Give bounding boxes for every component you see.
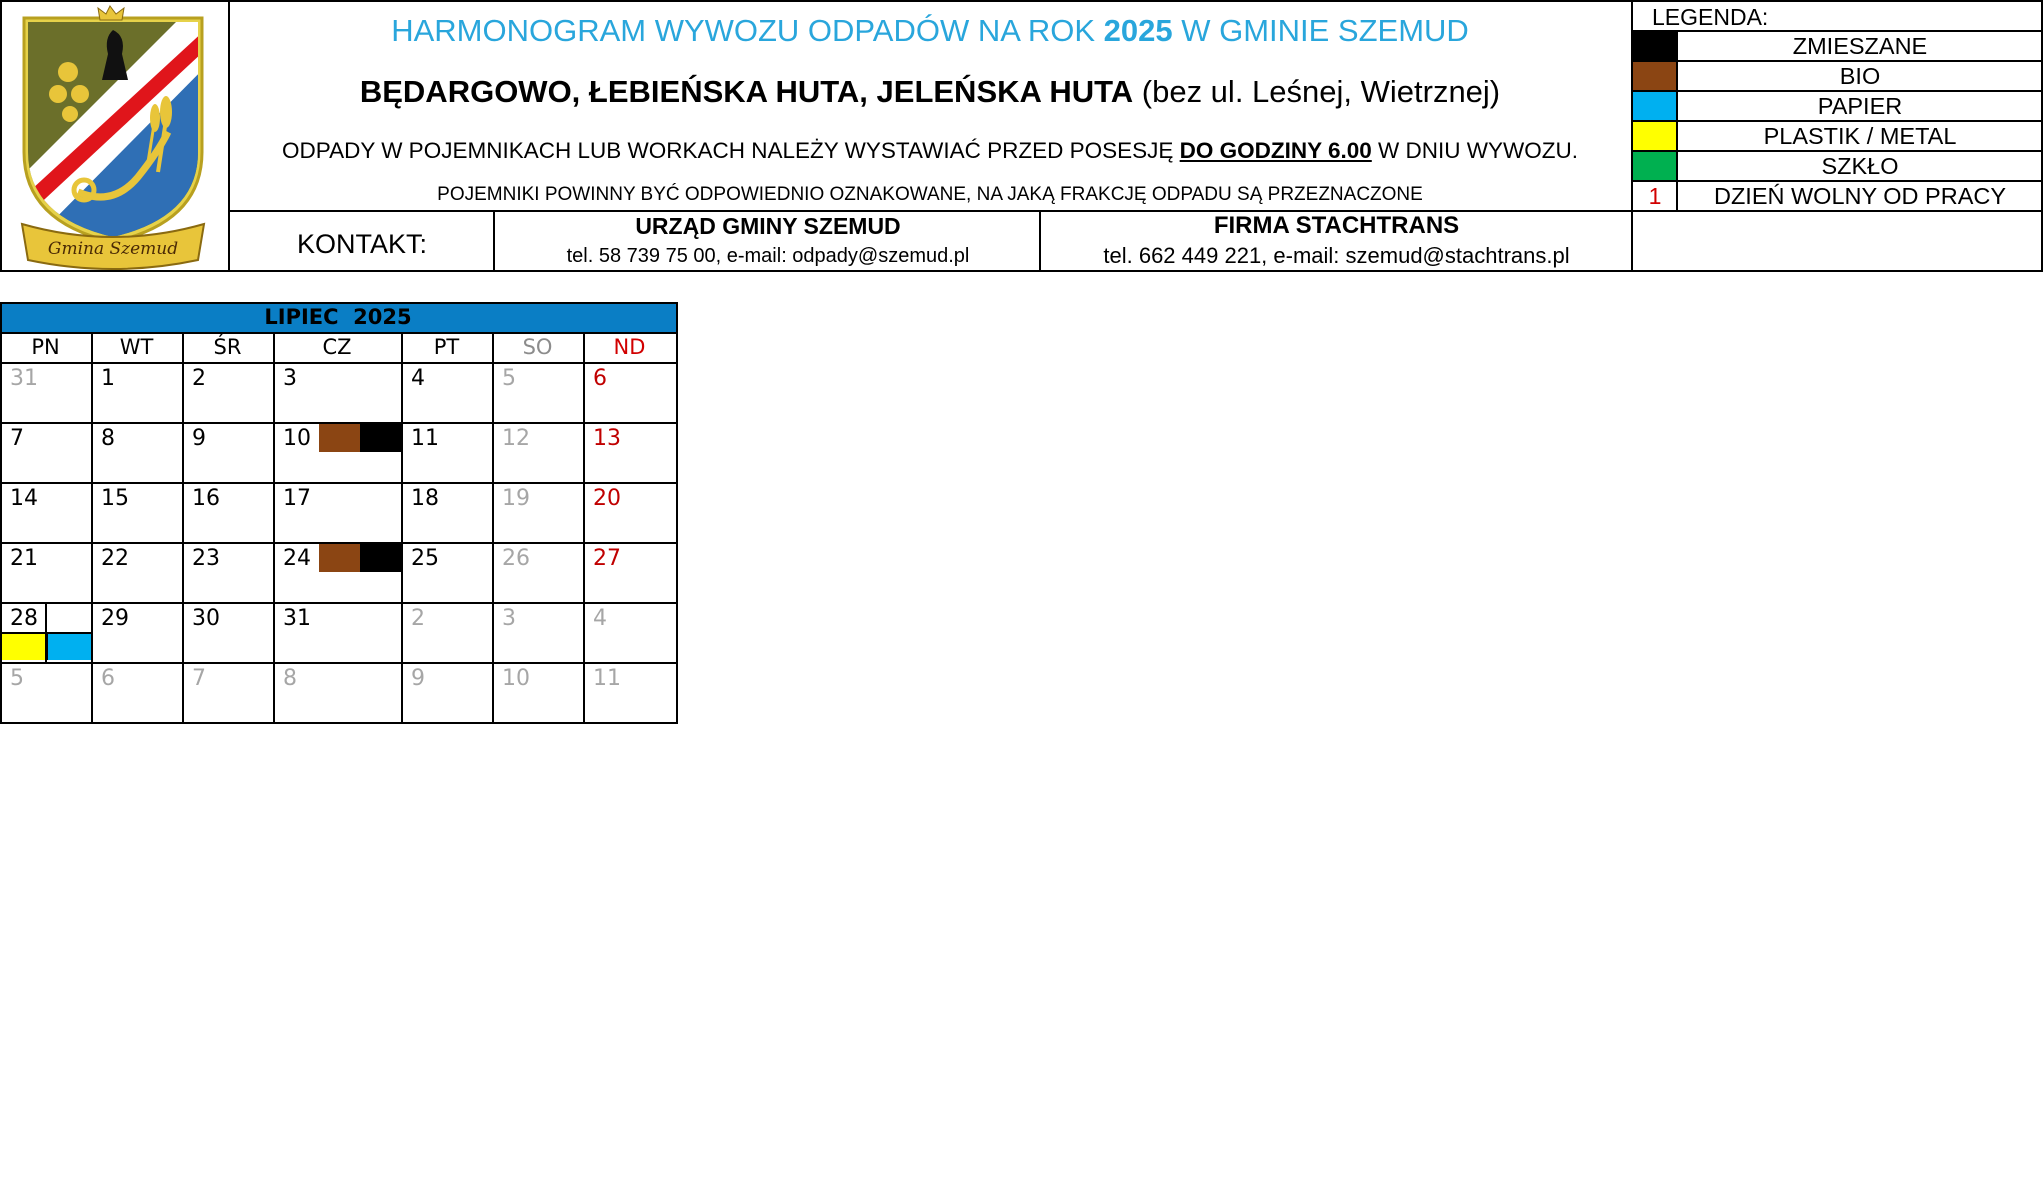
calendar-day: 7	[192, 666, 206, 691]
page-title	[230, 8, 1630, 54]
notice-text-pre: ODPADY W POJEMNIKACH LUB WORKACH NALEŻY WYSTAWIAĆ PRZED POSESJĘ	[282, 138, 1180, 163]
calendar-col-line	[91, 332, 93, 724]
calendar-day: 30	[192, 606, 220, 631]
office-name: URZĄD GMINY SZEMUD	[635, 212, 901, 239]
office-contact-line: tel. 58 739 75 00, e-mail: odpady@szemud.pl	[566, 244, 970, 267]
calendar-row-line	[0, 422, 678, 424]
legend-row-line	[1631, 30, 2043, 32]
calendar-day: 15	[101, 486, 129, 511]
collection-mark-bio	[319, 544, 360, 572]
calendar-day: 31	[283, 606, 311, 631]
legend-swatch-zmieszane	[1633, 32, 1677, 60]
collection-mark-bio	[319, 424, 360, 452]
collection-mark-papier	[46, 632, 92, 660]
title-text-pre: HARMONOGRAM WYWOZU ODPADÓW NA ROK	[391, 13, 1104, 48]
calendar-day: 5	[10, 666, 24, 691]
legend-row-line	[1631, 90, 2043, 92]
calendar-day: 20	[593, 486, 621, 511]
weekday-header: SO	[522, 335, 553, 359]
calendar-col-line	[492, 332, 494, 724]
calendar-day: 25	[411, 546, 439, 571]
calendar-day: 13	[593, 426, 621, 451]
legend-row-line	[1631, 180, 2043, 182]
calendar-day: 14	[10, 486, 38, 511]
calendar-day: 22	[101, 546, 129, 571]
company-name: FIRMA STACHTRANS	[1213, 212, 1460, 239]
calendar-day: 28	[10, 606, 38, 631]
legend-title: LEGENDA:	[1652, 3, 1769, 30]
calendar-day: 10	[283, 426, 311, 451]
calendar-day: 7	[10, 426, 24, 451]
calendar-row-line	[0, 602, 678, 604]
legend-col-line	[1676, 30, 1678, 210]
calendar-day: 3	[502, 606, 516, 631]
calendar-day: 11	[411, 426, 439, 451]
subtitle-localities: BĘDARGOWO, ŁEBIEŃSKA HUTA, JELEŃSKA HUTA	[359, 74, 1134, 109]
legend-swatch-szklo	[1633, 152, 1677, 180]
title-year: 2025	[1103, 13, 1173, 48]
calendar-col-line	[583, 332, 585, 724]
logo-ribbon-text: Gmina Szemud	[47, 239, 179, 259]
notice-deadline: DO GODZINY 6.00	[1179, 138, 1372, 163]
calendar-day: 4	[593, 606, 607, 631]
notice-line	[230, 133, 1630, 169]
calendar-day: 9	[411, 666, 425, 691]
calendar-dow-line	[0, 332, 678, 334]
calendar-day: 29	[101, 606, 129, 631]
contact-label: KONTAKT:	[296, 228, 428, 259]
notice-text-post: W DNIU WYWOZU.	[1371, 138, 1578, 163]
weekday-header: ŚR	[213, 335, 242, 359]
calendar-day: 23	[192, 546, 220, 571]
calendar-day: 26	[502, 546, 530, 571]
calendar-day: 16	[192, 486, 220, 511]
calendar-top-border	[0, 302, 678, 304]
weekday-header: PN	[31, 335, 60, 359]
calendar-col-line	[401, 332, 403, 724]
header-left-border	[0, 0, 2, 272]
calendar-day: 12	[502, 426, 530, 451]
calendar-day: 17	[283, 486, 311, 511]
collection-mark-zmieszane	[360, 424, 401, 452]
notice-labeling: POJEMNIKI POWINNY BYĆ ODPOWIEDNIO OZNAKOWANE, NA JAKĄ FRAKCJĘ ODPADU SĄ PRZEZNACZONE	[437, 184, 1423, 205]
calendar-day: 6	[101, 666, 115, 691]
calendar-day: 5	[502, 366, 516, 391]
legend-label-szklo: SZKŁO	[1821, 152, 1899, 179]
legend-label-plastik-metal: PLASTIK / METAL	[1763, 122, 1957, 149]
calendar-day: 1	[101, 366, 115, 391]
calendar-day: 3	[283, 366, 297, 391]
calendar-day: 11	[593, 666, 621, 691]
legend-swatch-bio	[1633, 62, 1677, 90]
weekday-header: WT	[119, 335, 154, 359]
weekday-header: ND	[613, 335, 646, 359]
calendar-day: 8	[101, 426, 115, 451]
page-subtitle	[230, 70, 1630, 114]
calendar-day: 27	[593, 546, 621, 571]
legend-row-line	[1631, 120, 2043, 122]
calendar-day: 21	[10, 546, 38, 571]
legend-holiday-number: 1	[1648, 182, 1662, 209]
calendar-left-border	[0, 302, 2, 724]
calendar-row-line	[0, 542, 678, 544]
calendar-split-line	[45, 602, 47, 662]
calendar-row-line	[0, 482, 678, 484]
collection-mark-zmieszane	[360, 544, 401, 572]
calendar-col-line	[182, 332, 184, 724]
calendar-row-line	[0, 662, 678, 664]
company-contact-line: tel. 662 449 221, e-mail: szemud@stachtrans.pl	[1103, 243, 1570, 268]
legend-row-line	[1631, 60, 2043, 62]
calendar-day: 6	[593, 366, 607, 391]
calendar-day: 19	[502, 486, 530, 511]
calendar-day: 18	[411, 486, 439, 511]
calendar-row-line	[0, 362, 678, 364]
weekday-header: CZ	[322, 335, 352, 359]
legend-label-bio: BIO	[1839, 62, 1881, 89]
calendar-day: 24	[283, 546, 311, 571]
gmina-szemud-coat-of-arms	[18, 2, 208, 270]
calendar-day: 31	[10, 366, 38, 391]
calendar-day: 10	[502, 666, 530, 691]
calendar-month-header: LIPIEC 2025	[0, 302, 676, 332]
calendar-day: 4	[411, 366, 425, 391]
calendar-row-line	[0, 722, 678, 724]
calendar-col-line	[273, 332, 275, 724]
collection-mark-plastik-metal	[0, 632, 46, 660]
subtitle-exclusions: (bez ul. Leśnej, Wietrznej)	[1133, 74, 1501, 109]
weekday-header: PT	[433, 335, 460, 359]
calendar-day: 2	[411, 606, 425, 631]
calendar-right-border	[676, 302, 678, 724]
calendar-day: 9	[192, 426, 206, 451]
legend-label-zmieszane: ZMIESZANE	[1792, 32, 1928, 59]
legend-swatch-papier	[1633, 92, 1677, 120]
legend-row-line	[1631, 150, 2043, 152]
calendar-day: 2	[192, 366, 206, 391]
legend-label-holiday: DZIEŃ WOLNY OD PRACY	[1713, 182, 2007, 209]
legend-label-papier: PAPIER	[1817, 92, 1903, 119]
title-text-post: W GMINIE SZEMUD	[1172, 13, 1469, 48]
header-bottom-border	[0, 270, 2043, 272]
calendar-day: 8	[283, 666, 297, 691]
legend-swatch-plastik-metal	[1633, 122, 1677, 150]
